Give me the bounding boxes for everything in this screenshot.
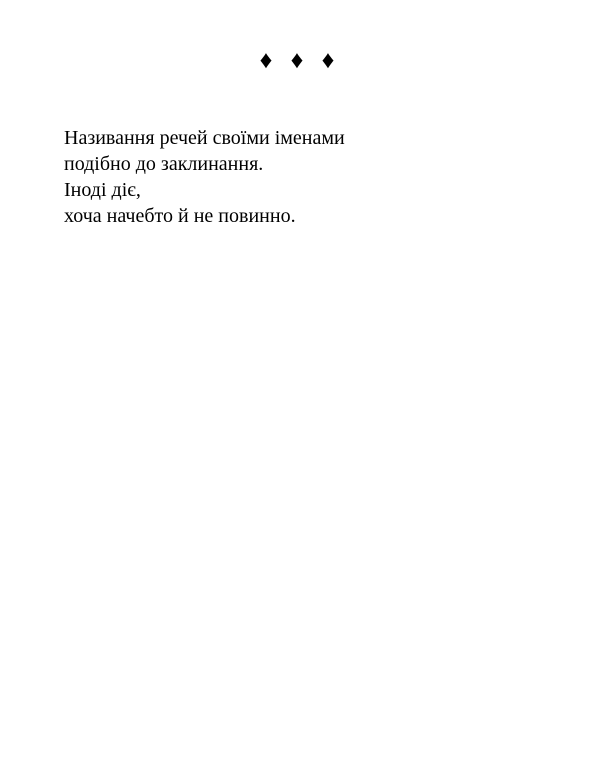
diamond-icon: ♦ bbox=[259, 47, 279, 74]
poem-line: Іноді діє, bbox=[64, 179, 141, 201]
poem-line: хоча начебто й не повинно. bbox=[64, 205, 296, 227]
poem-stanza bbox=[64, 125, 544, 229]
section-divider-ornament bbox=[0, 46, 600, 76]
poem-line: Називання речей своїми іменами bbox=[64, 127, 345, 149]
poem-line: подібно до заклинання. bbox=[64, 153, 264, 175]
diamond-icon: ♦ bbox=[321, 47, 341, 74]
diamond-icon: ♦ bbox=[290, 47, 310, 74]
